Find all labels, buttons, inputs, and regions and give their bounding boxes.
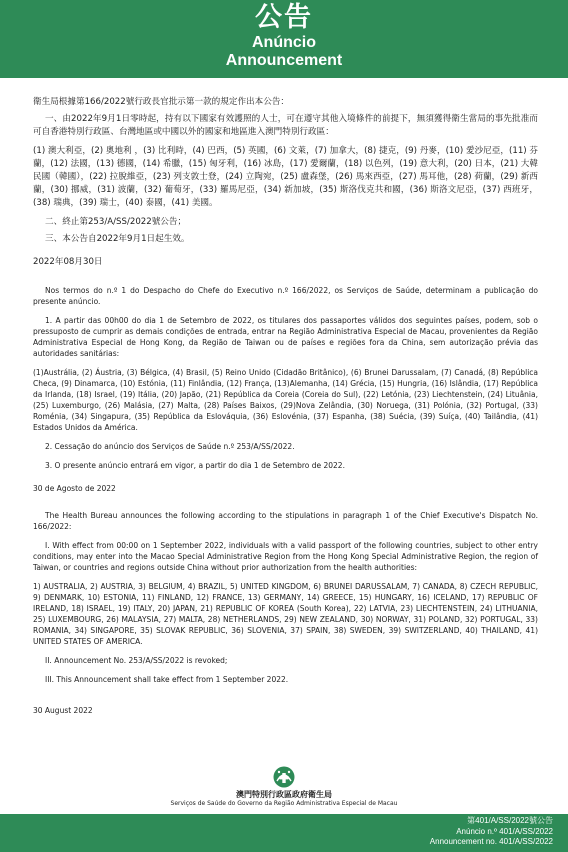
english-section — [33, 510, 538, 716]
zh-item-1: 一、由2022年9月1日零時起，持有以下國家有效護照的人士，可在遵守其他入境條件的前提下，無須獲得衛生當局的事先批准而可自香港特別行政區、台灣地區或中國以外的國家和地區進入澳門特別行政區： — [33, 114, 538, 137]
pt-item-3: 3. O presente anúncio entrará em vigor, a partir do dia 1 de Setembro de 2022. — [45, 461, 345, 470]
pt-item-2: 2. Cessação do anúncio dos Serviços de Saúde n.º 253/A/SS/2022. — [45, 442, 295, 451]
announcement-reference — [353, 816, 553, 848]
en-date: 30 August 2022 — [33, 706, 93, 715]
footer-issuer-chinese: 澳門特別行政區政府衛生局 — [236, 790, 332, 799]
zh-item-2: 二、終止第253/A/SS/2022號公告； — [45, 217, 187, 227]
announcement-body — [33, 96, 538, 716]
zh-country-list: (1) 澳大利亞，(2) 奧地利 ，(3) 比利時，(4) 巴西，(5) 英國，(6) 文萊，(7) 加拿大，(8) 捷克，(9) 丹麥，(10) 愛沙尼亞，(11) 芬蘭，(12) 法國，(13) 德國，(14) 希臘，(15) 匈牙利，(16) 冰島，(17) 愛爾蘭，(18) 以色列，(19) 意大利，(20) 日本，(21) 大韓民國（韓國），(22) 拉脫維亞，(23) 列支敦士登，(24) 立陶宛，(25) 盧森堡，(26) 馬來西亞，(27) 馬耳他，(28) 荷蘭，(29) 新西蘭，(30) 挪威，(31) 波蘭，(32) 葡萄牙，(33) 羅馬尼亞，(34) 新加坡，(35) 斯洛伐克共和國，(36) 斯洛文尼亞，(37) 西班牙，(38) 瑞典，(39) 瑞士，(40) 泰國，(41) 美國。 — [33, 146, 538, 208]
en-item-3: III. This Announcement shall take effect from 1 September 2022. — [45, 675, 289, 684]
zh-item-3: 三、本公告自2022年9月1日起生效。 — [45, 234, 190, 244]
pt-date: 30 de Agosto de 2022 — [33, 484, 116, 493]
issuer-footer — [0, 766, 568, 806]
pt-item-1: 1. A partir das 00h00 do dia 1 de Setembro de 2022, os titulares dos passaportes válidos dos seguintes países, podem, sob o pressuposto de cumprir as demais condições de entrada, entrar na Região Administrativa Especial de Macau, provenientes da Região Administrativa Especial de Hong Kong, da Região de Taiwan ou de países e regiões fora da China, sem autorização prévia das autoridades sanitárias: — [33, 316, 538, 358]
announcement-header — [0, 0, 568, 78]
header-title-portuguese: Anúncio — [252, 34, 316, 51]
en-intro: The Health Bureau announces the following according to the stipulations in paragraph 1 of the Chief Executive's Dispatch No. 166/2022: — [33, 511, 538, 531]
health-bureau-logo-icon — [273, 766, 295, 788]
reference-portuguese: Anúncio n.º 401/A/SS/2022 — [456, 826, 553, 836]
zh-intro: 衛生局根據第166/2022號行政長官批示第一款的規定作出本公告： — [33, 97, 290, 107]
en-item-1: I. With effect from 00:00 on 1 September 2022, individuals with a valid passport of the following countries, subject to other entry conditions, may enter into the Macao Special Administrative Region from the Hong Kong Special Administrative Region, the region of Taiwan, or countries and regions outside China without prior authorization from the health authorities: — [33, 541, 538, 572]
reference-chinese: 第401/A/SS/2022號公告 — [467, 816, 553, 825]
footer-issuer-portuguese: Serviços de Saúde do Governo da Região Administrativa Especial de Macau — [170, 800, 398, 807]
en-item-2: II. Announcement No. 253/A/SS/2022 is revoked; — [45, 656, 228, 665]
chinese-section — [33, 96, 538, 269]
en-country-list: 1) AUSTRALIA, 2) AUSTRIA, 3) BELGIUM, 4) BRAZIL, 5) UNITED KINGDOM, 6) BRUNEI DARUSSALAM, 7) CANADA, 8) CZECH REPUBLIC, 9) DENMARK, 10) ESTONIA, 11) FINLAND, 12) FRANCE, 13) GERMANY, 14) GREECE, 15) HUNGARY, 16) ICELAND, 17) REPUBLIC OF IRELAND, 18) ISRAEL, 19) ITALY, 20) JAPAN, 21) REPUBLIC OF KOREA (South Korea), 22) LATVIA, 23) LIECHTENSTEIN, 24) LITHUANIA, 25) LUXEMBOURG, 26) MALAYSIA, 27) MALTA, 28) NETHERLANDS, 29) NEW ZEALAND, 30) NORWAY, 31) POLAND, 32) PORTUGAL, 33) ROMANIA, 34) SINGAPORE, 35) SLOVAK REPUBLIC, 36) SLOVENIA, 37) SPAIN, 38) SWEDEN, 39) SWITZERLAND, 40) THAILAND, 41) UNITED STATES OF AMERICA. — [33, 582, 538, 646]
portuguese-section — [33, 285, 538, 494]
pt-intro: Nos termos do n.º 1 do Despacho do Chefe do Executivo n.º 166/2022, os Serviços de Saúde, determinam a publicação do presente anúncio. — [33, 286, 538, 306]
reference-english: Announcement no. 401/A/SS/2022 — [429, 837, 553, 846]
header-title-english: Announcement — [225, 52, 343, 69]
zh-date: 2022年08月30日 — [33, 257, 103, 267]
header-title-chinese: 公告 — [255, 2, 313, 33]
pt-country-list: (1)Austrália, (2) Áustria, (3) Bélgica, (4) Brasil, (5) Reino Unido (Cidadão Britânico), (6) Brunei Darussalam, (7) Canadá, (8) República Checa, (9) Dinamarca, (10) Estónia, (11) Finlândia, (12) França, (13)Alemanha, (14) Grécia, (15) Hungria, (16) Islândia, (17) República da Irlanda, (18) Israel, (19) Itália, (20) Japão, (21) República da Coreia (Coreia do Sul), (22) Letónia, (23) Liechtenstein, (24) Lituânia, (25) Luxemburgo, (26) Malásia, (27) Malta, (28) Países Baixos, (29)Nova Zelândia, (30) Noruega, (31) Polónia, (32) Portugal, (33) Roménia, (34) Singapura, (35) República da Eslováquia, (36) Eslovénia, (37) Espanha, (38) Suécia, (39) Suíça, (40) Tailândia, (41) Estados Unidos da América. — [33, 368, 538, 432]
